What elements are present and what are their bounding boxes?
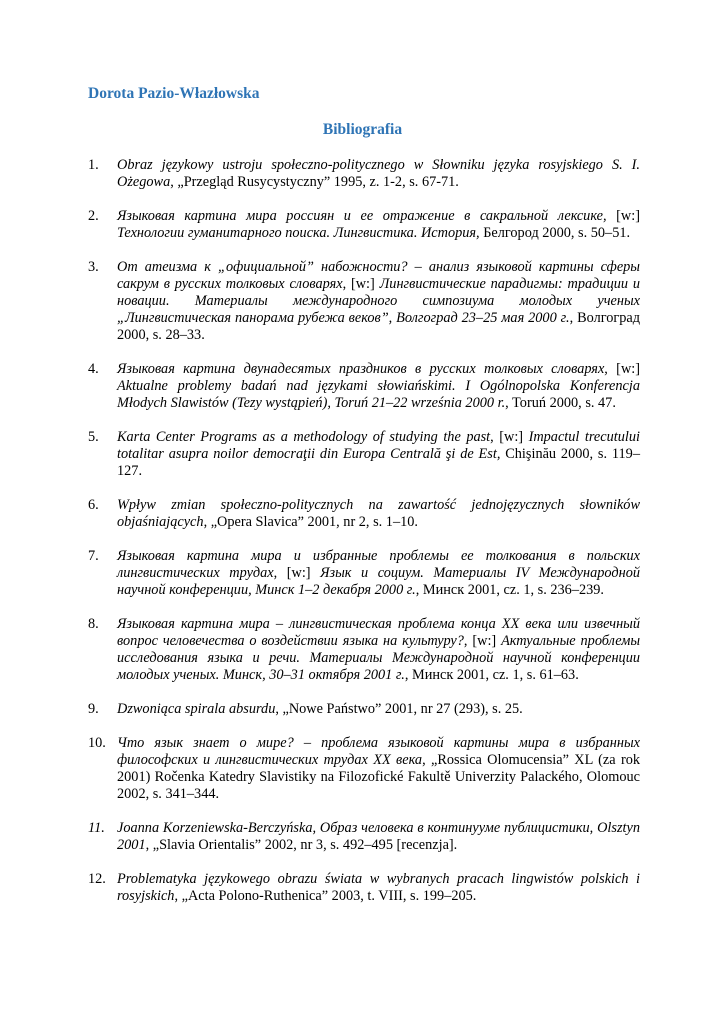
entry-title-text: Dzwoniąca spirala absurdu (117, 701, 276, 717)
entry-citation-text: , Минск 2001, cz. 1, s. 61–63. (404, 667, 579, 683)
entry-citation-text: , „Rossica Olomucensia” XL (za rok 2001) Ročenka Katedry Slavistiky na Filozofické Fakultě Univerzity Palackého, Olomouc 2002, s. 341–344. (117, 752, 640, 802)
entry-citation-text: [w:] (606, 208, 640, 224)
entry-title-text: Problematyka językowego obrazu świata w wybranych pracach lingwistów polskich i rosyjskich (117, 871, 640, 904)
entry-title-text: Языковая картина двунадесятых праздников в русских толковых словарях (117, 361, 605, 377)
entry-citation-text: Chişinău 2000, s. 119–127. (117, 446, 640, 479)
bibliography-entry (88, 871, 640, 905)
entry-citation-text: , Toruń 2000, s. 47. (505, 395, 616, 411)
entry-number: 8. (88, 616, 99, 632)
bibliography-entry (88, 259, 640, 344)
bibliography-entry (88, 735, 640, 803)
bibliography-entry (88, 548, 640, 599)
entry-title-text: Что язык знает о мире? – проблема языковой картины мира в избранных философских и лингвистических трудах XX века (117, 735, 640, 768)
entry-number: 1. (88, 157, 99, 173)
bibliography-entry (88, 208, 640, 242)
bibliography-entry (88, 701, 640, 718)
entry-citation-text: , [w:] (463, 633, 502, 649)
bibliography-entry (88, 361, 640, 412)
bibliography-entry (88, 157, 640, 191)
entry-title-text: Impactul trecutului totalitar asupra noilor democraţii din Europa Centrală şi de Est, (117, 429, 640, 462)
entry-citation-text: , „Slavia Orientalis” 2002, nr 3, s. 492–495 [recenzja]. (145, 837, 458, 853)
entry-title-text: Язык и социум. Материалы IV Международной научной конференции, Минск 1–2 декабря 2000 г. (117, 565, 641, 598)
entry-title-text: От атеизма к „официальной” набожности? – анализ языковой картины сферы сакрум в русских толковых словарях (117, 259, 640, 292)
entry-citation-text: , [w:] (604, 361, 641, 377)
bibliography-entry (88, 497, 640, 531)
entry-number: 9. (88, 701, 99, 717)
entry-citation-text: Белгород 2000, s. 50–51. (479, 225, 631, 241)
entry-title-text: Актуальные проблемы исследования языка и речи. Материалы Международной научной конференции молодых ученых. Минск, 30–31 октября 2001 г. (117, 633, 640, 683)
entry-citation-text: , „Acta Polono-Ruthenica” 2003, t. VIII, s. 199–205. (174, 888, 477, 904)
bibliography-entry (88, 616, 640, 684)
entry-title-text: Лингвистические парадигмы: традиции и новации. Материалы международного симпозиума молодых ученых „Лингвистическая панорама рубежа веков”, Волгоград 23–25 мая 2000 г. (117, 276, 640, 326)
entry-number: 10. (88, 735, 106, 751)
bibliography-entry (88, 429, 640, 480)
entry-citation-text: , „Nowe Państwo” 2001, nr 27 (293), s. 25. (275, 701, 523, 717)
entry-citation-text: , „Przegląd Rusycystyczny” 1995, z. 1-2, s. 67-71. (170, 174, 459, 190)
entry-title-text: Языковая картина мира и избранные проблемы ее толкования в польских лингвистических трудах (117, 548, 640, 581)
page-title: Bibliografia (322, 121, 403, 138)
entry-citation-text: , Волгоград 2000, s. 28–33. (117, 310, 640, 343)
entry-title-text: Wpływ zmian społeczno-politycznych na zawartość jednojęzycznych słowników objaśniających (117, 497, 640, 530)
entry-number: 6. (88, 497, 99, 513)
bibliography-entry (88, 820, 640, 854)
entry-citation-text: , [w:] (490, 429, 529, 445)
entry-number: 4. (88, 361, 99, 377)
author-name: Dorota Pazio-Włazłowska (88, 85, 260, 102)
entry-number: 11. (88, 820, 105, 836)
entry-citation-text: , „Opera Slavica” 2001, nr 2, s. 1–10. (203, 514, 418, 530)
entry-title-text: Karta Center Programs as a methodology of studying the past (117, 429, 491, 445)
entry-title-text: Obraz językowy ustroju społeczno-politycznego w Słowniku języka rosyjskiego S. I. Ożegowa (117, 157, 640, 190)
entry-title-text: Языковая картина мира россиян и ее отражение в сакральной лексике, (117, 208, 607, 224)
entry-number: 7. (88, 548, 99, 564)
entry-title-text: Технологии гуманитарного поиска. Лингвистика. История, (117, 225, 480, 241)
entry-citation-text: , [w:] (342, 276, 380, 292)
bibliography-list (88, 157, 640, 922)
entry-title-text: Aktualne problemy badań nad językami słowiańskimi. I Ogólnopolska Konferencja Młodych Slawistów (Tezy wystąpień), Toruń 21–22 września 2000 r. (117, 378, 640, 411)
entry-number: 12. (88, 871, 106, 887)
entry-number: 3. (88, 259, 99, 275)
entry-title-text: Joanna Korzeniewska-Berczyńska, Образ человека в континууме публицистики, Olsztyn 2001 (117, 820, 640, 853)
entry-number: 5. (88, 429, 99, 445)
entry-title-text: Языковая картина мира – лингвистическая проблема конца XX века или извечный вопрос человечества о воздействии языка на культуру? (117, 616, 640, 649)
entry-citation-text: , [w:] (273, 565, 321, 581)
entry-citation-text: , Минск 2001, cz. 1, s. 236–239. (415, 582, 604, 598)
entry-number: 2. (88, 208, 99, 224)
